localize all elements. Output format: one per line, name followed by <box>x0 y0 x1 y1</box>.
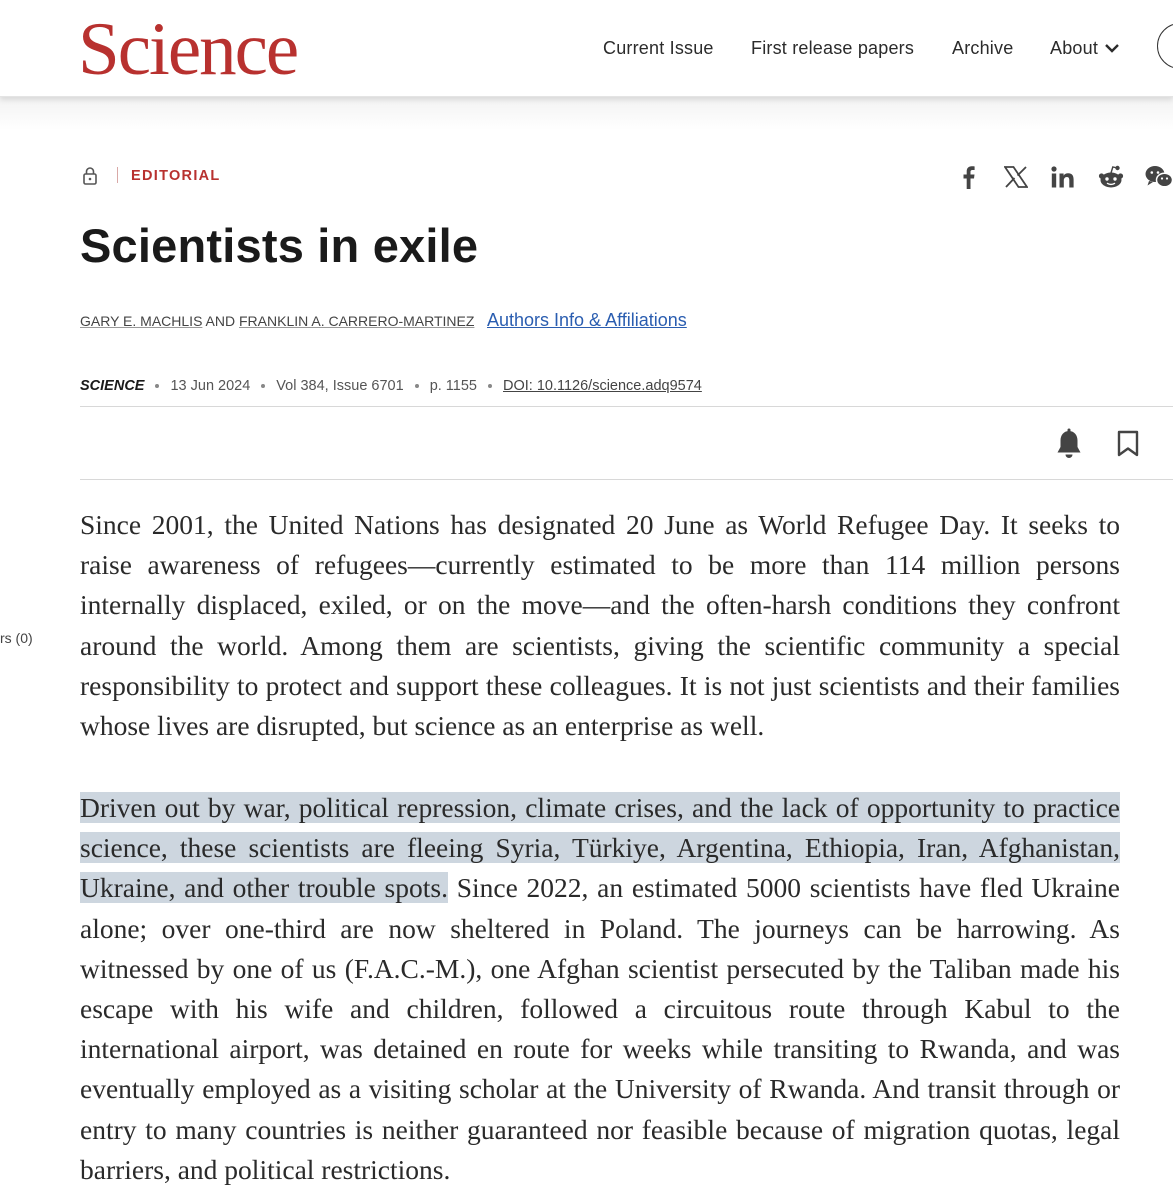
author-link[interactable]: GARY E. MACHLIS <box>80 313 203 329</box>
highlighted-text: Driven out by war, political repression, climate crises, and the lack of opportunity to practice science, these scientists are fleeing Syria, Türkiye, Argentina, Ethiopia, Iran, Afghanistan, Ukraine, and other trouble spots. <box>80 792 1120 904</box>
meta-separator <box>261 384 265 388</box>
nav-about[interactable] <box>1050 37 1120 59</box>
facebook-icon <box>960 165 976 189</box>
header-shadow-band <box>0 96 1173 130</box>
publication-date: 13 Jun 2024 <box>170 378 251 394</box>
publication-meta <box>80 377 702 395</box>
lock-icon <box>81 166 99 186</box>
kicker-divider <box>117 167 118 183</box>
nav-current-issue[interactable]: Current Issue <box>603 38 714 58</box>
site-header <box>0 0 1173 97</box>
search-button[interactable] <box>1157 23 1173 69</box>
nav-about-label: About <box>1050 38 1099 58</box>
share-x[interactable] <box>1001 162 1031 192</box>
page-number: p. 1155 <box>429 378 477 394</box>
wechat-icon <box>1145 165 1173 189</box>
paragraph-text: Since 2022, an estimated 5000 scientists have fled Ukraine alone; over one-third are now sheltered in Poland. The journeys can be harrowing. As witnessed by one of us (F.A.C.-M.), one Afghan scientist persecuted by the Taliban made his escape with his wife and children, followed a circuitous route through Kabul to the international airport, was detained en route for weeks while transiting to Rwanda, and was eventually employed as a visiting scholar at the University of Rwanda. And transit through or entry to many countries is neither guaranteed nor feasible because of migration quotas, legal barriers, and political restrictions. <box>80 872 1121 1185</box>
article-title: Scientists in exile <box>80 219 479 272</box>
x-icon <box>1004 166 1028 188</box>
share-reddit[interactable] <box>1096 162 1126 192</box>
share-linkedin[interactable] <box>1048 162 1078 192</box>
share-wechat[interactable] <box>1144 162 1173 192</box>
journal-name: SCIENCE <box>80 378 145 394</box>
meta-separator <box>155 384 159 388</box>
bell-icon[interactable] <box>1054 428 1084 460</box>
bookmark-icon[interactable] <box>1117 430 1139 458</box>
paragraph: Since 2001, the United Nations has designated 20 June as World Refugee Day. It seeks to raise awareness of refugees—currently estimated to be more than 114 million persons internally displaced, exiled, or on the move—and the often-harsh conditions they confront around the world. Among them are scientists, giving the scientific community a special responsibility to protect and support these colleagues. It is not just scientists and their families whose lives are disrupted, but science as an enterprise as well. <box>80 509 1120 742</box>
article-type-label: EDITORIAL <box>131 168 221 184</box>
divider <box>80 406 1173 407</box>
meta-separator <box>415 384 419 388</box>
volume-issue: Vol 384, Issue 6701 <box>276 378 404 394</box>
nav-first-release-papers[interactable]: First release papers <box>751 38 915 58</box>
reddit-icon <box>1098 165 1124 189</box>
meta-separator <box>488 384 492 388</box>
sidebar-fragment: rs (0) <box>0 630 33 646</box>
divider <box>80 479 1173 480</box>
author-link[interactable]: FRANKLIN A. CARRERO-MARTINEZ <box>239 313 475 329</box>
linkedin-icon <box>1051 166 1075 188</box>
paragraph <box>80 788 1120 1190</box>
author-separator: AND <box>205 313 236 329</box>
science-logo[interactable]: Science <box>78 8 298 91</box>
share-facebook[interactable] <box>953 162 983 192</box>
chevron-down-icon <box>1104 42 1120 54</box>
authors-info-affiliations-link[interactable]: Authors Info & Affiliations <box>487 310 687 330</box>
nav-archive[interactable]: Archive <box>952 38 1014 58</box>
author-list <box>80 312 474 330</box>
doi-link[interactable]: DOI: 10.1126/science.adq9574 <box>503 378 702 394</box>
